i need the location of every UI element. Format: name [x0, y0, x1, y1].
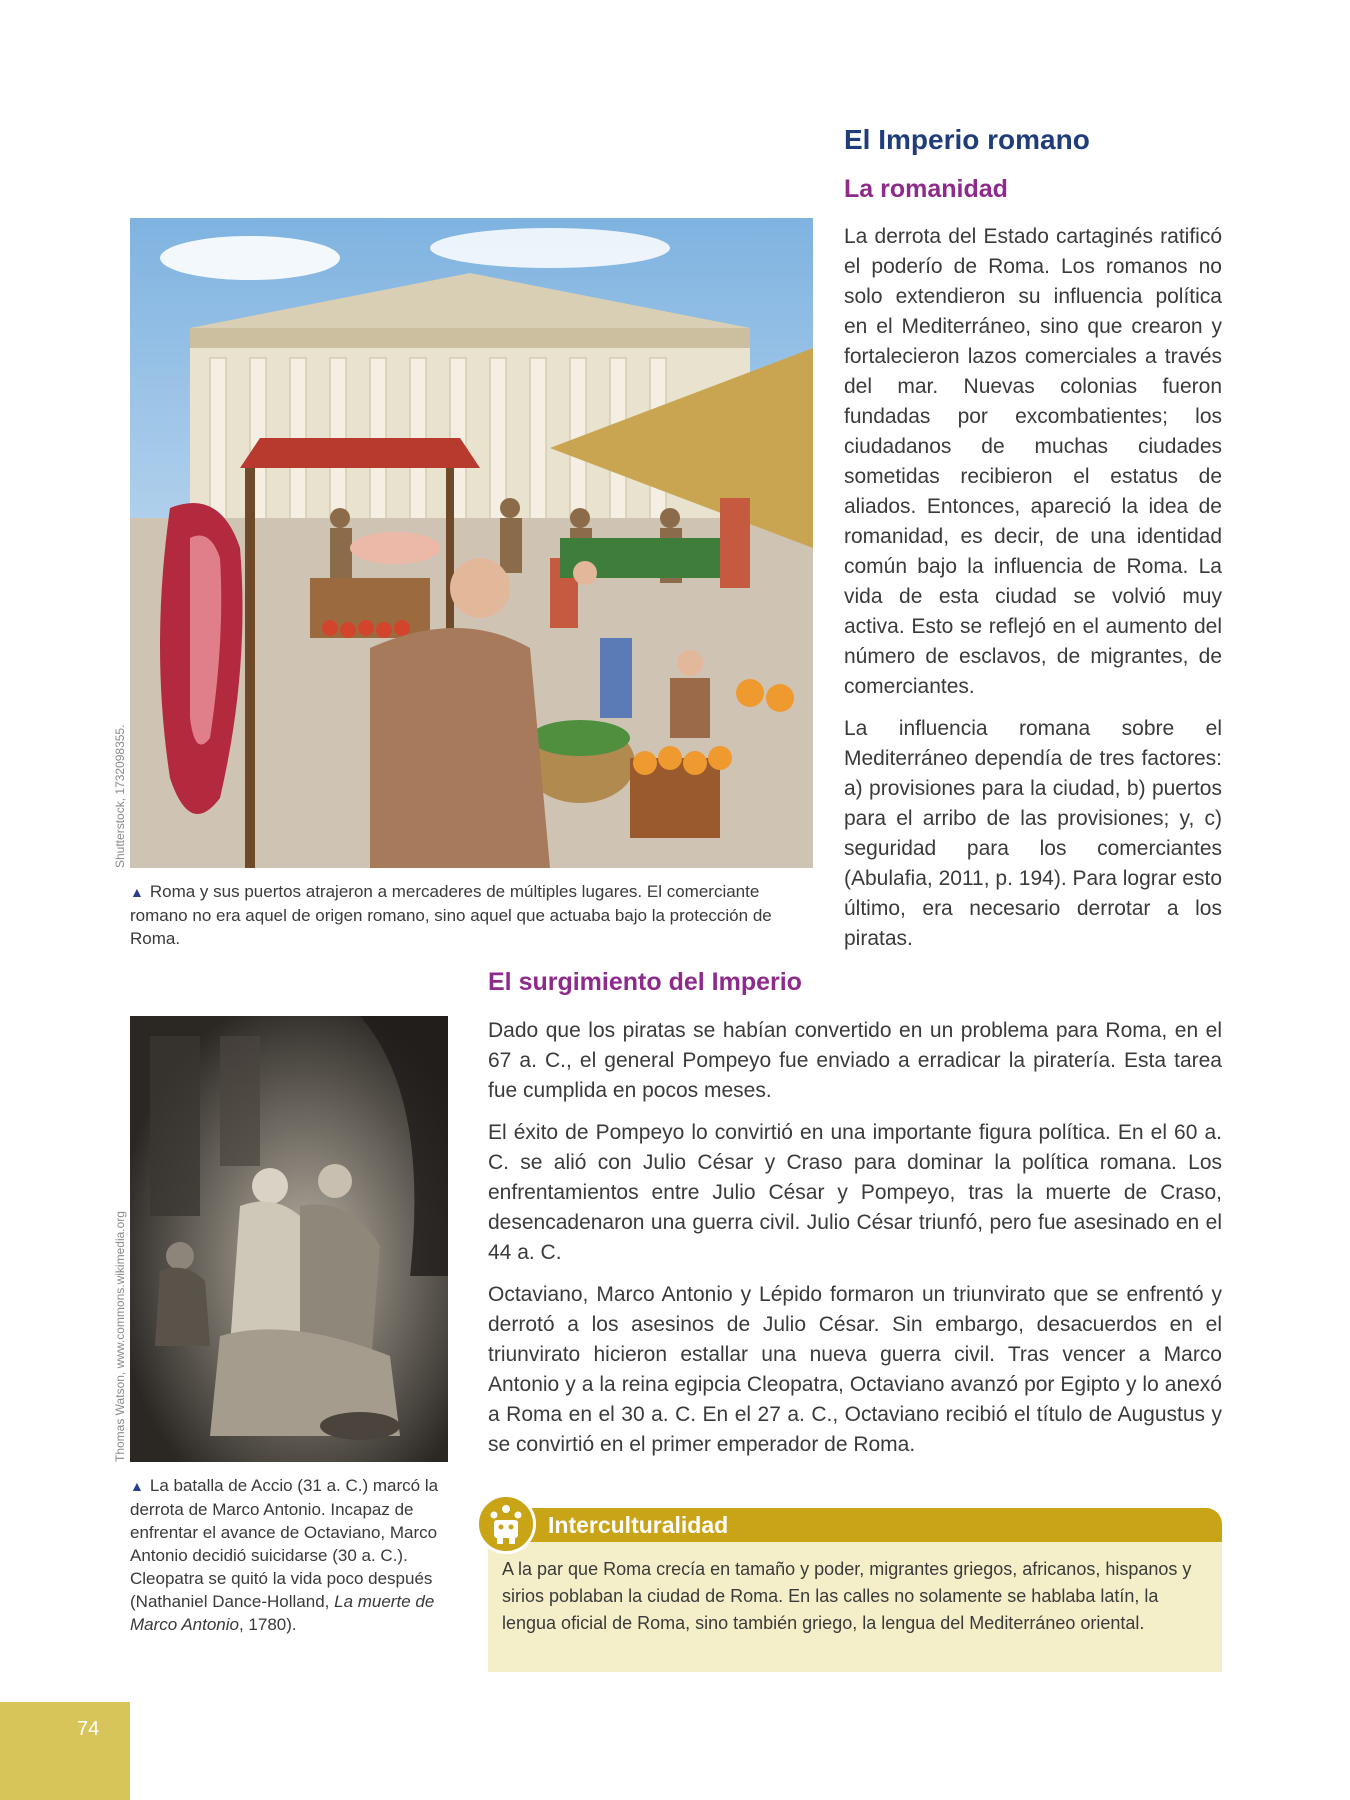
romanidad-paragraph-1: La derrota del Estado cartaginés ratificó el poderío de Roma. Los romanos no solo extendieron su influencia política en el Mediterráneo, sino que crearon y fortalecieron lazos comerciales a través del mar. Nuevas colonias fueron fundadas por excombatientes; los ciudadanos de muchas ciudades sometidas recibieron el estatus de aliados. Entonces, apareció la idea de romanidad, es decir, de una identidad común bajo la influencia de Roma. La vida de esta ciudad se volvió muy activa. Esto se reflejó en el aumento del número de esclavos, de migrantes, de comerciantes. [844, 225, 1222, 698]
triangle-bullet-icon: ▲ [130, 884, 144, 900]
painting-image-credit: Thomas Watson, www.commons.wikimedia.org [113, 1211, 127, 1462]
painting-caption: ▲ La batalla de Accio (31 a. C.) marcó la derrota de Marco Antonio. Incapaz de enfrentar el avance de Octaviano, Marco Antonio decidió suicidarse (30 a. C.). Cleopatra se quitó la vida poco después (Nathaniel Dance-Holland, La muerte de Marco Antonio, 1780). [130, 1476, 439, 1634]
market-illustration [130, 218, 813, 868]
interculturalidad-text: A la par que Roma crecía en tamaño y poder, migrantes griegos, africanos, hispanos y sirios poblaban la ciudad de Roma. En las calles no solamente se hablaba latín, la lengua oficial de Roma, sino también griego, la lengua del Mediterráneo oriental. [502, 1559, 1192, 1633]
market-image-credit: Shutterstock, 1732098355. [113, 724, 127, 868]
section-title: El Imperio romano [844, 124, 1090, 155]
romanidad-paragraph-2: La influencia romana sobre el Mediterráneo dependía de tres factores: a) provisiones para la ciudad, b) puertos para el arribo de las provisiones; y, c) seguridad para los comerciantes (Abulafia, 2011, p. 194). Para lograr esto último, era necesario derrotar a los piratas. [844, 717, 1222, 950]
page-footer-band [0, 1702, 130, 1800]
imperio-paragraph-1: Dado que los piratas se habían convertido en un problema para Roma, en el 67 a. C., el general Pompeyo fue enviado a erradicar la piratería. Esta tarea fue cumplida en pocos meses. [488, 1019, 1222, 1102]
page-number: 74 [77, 1718, 100, 1740]
interculturalidad-icon [476, 1494, 536, 1554]
subtitle-romanidad: La romanidad [844, 175, 1008, 203]
interculturalidad-title: Interculturalidad [548, 1512, 729, 1538]
subtitle-surgimiento: El surgimiento del Imperio [488, 968, 802, 996]
imperio-paragraph-3: Octaviano, Marco Antonio y Lépido formaron un triunvirato que se enfrentó y derrotó a los asesinos de Julio César. Sin embargo, desacuerdos en el triunvirato hicieron estallar una nueva guerra civil. Tras vencer a Marco Antonio y a la reina egipcia Cleopatra, Octaviano avanzó por Egipto y lo anexó a Roma en el 30 a. C. En el 27 a. C., Octaviano recibió el título de Augustus y se convirtió en el primer emperador de Roma. [488, 1283, 1222, 1456]
triangle-bullet-icon: ▲ [130, 1478, 144, 1494]
death-of-mark-antony-painting [130, 1016, 448, 1462]
market-caption: ▲ Roma y sus puertos atrajeron a mercaderes de múltiples lugares. El comerciante romano no era aquel de origen romano, sino aquel que actuaba bajo la protección de Roma. [130, 882, 772, 948]
imperio-paragraph-2: El éxito de Pompeyo lo convirtió en una importante figura política. En el 60 a. C. se alió con Julio César y Craso para dominar la política romana. Los enfrentamientos entre Julio César y Pompeyo, tras la muerte de Craso, desencadenaron una guerra civil. Julio César triunfó, pero fue asesinado en el 44 a. C. [488, 1121, 1222, 1264]
